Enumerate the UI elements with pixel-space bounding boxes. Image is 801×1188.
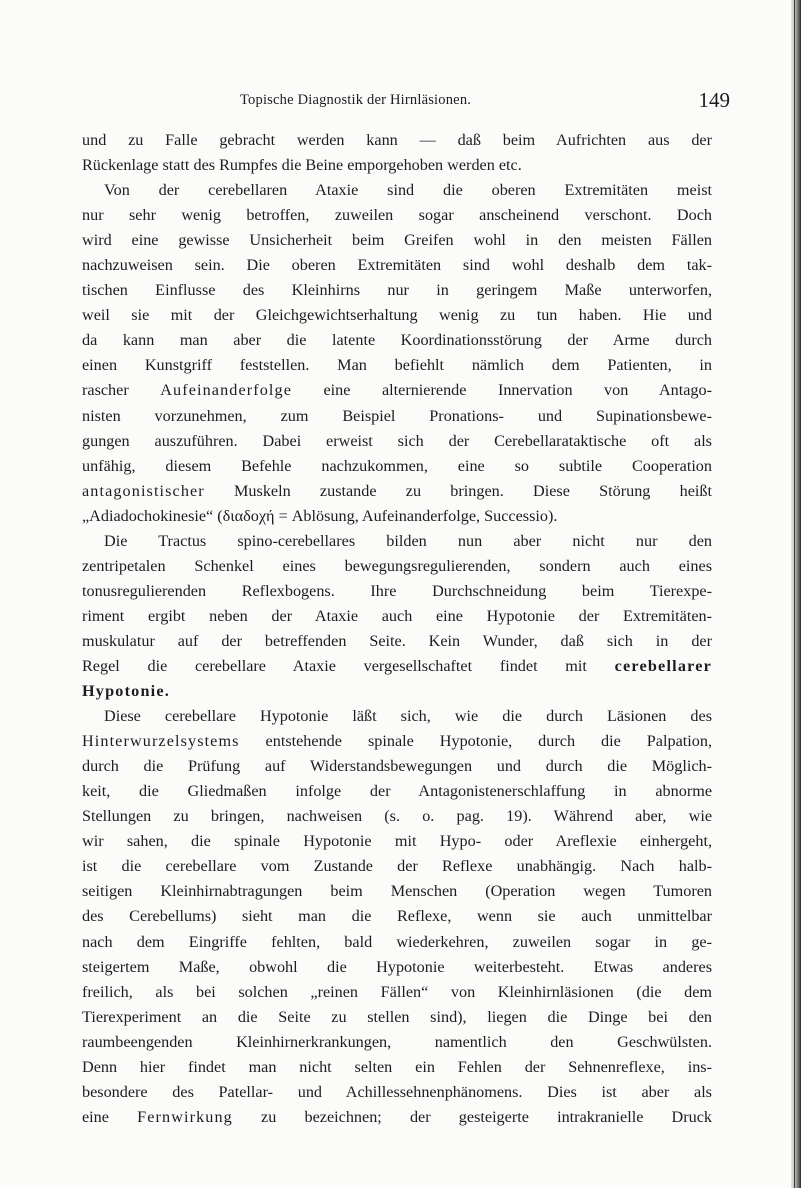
text-line: da kann man aber die latente Koordinationsstörung der Arme durch (82, 331, 712, 350)
text-line: und zu Falle gebracht werden kann — daß beim Aufrichten aus der (82, 131, 712, 149)
text-line: tischen Einflusse des Kleinhirns nur in geringem Maße unterworfen, (82, 281, 712, 300)
text-line: „Adiadochokinesie“ (διαδοχή = Ablösung, Aufeinanderfolge, Successio). (82, 506, 558, 525)
text-line: tonusregulierenden Reflexbogens. Ihre Durchschneidung beim Tierexpe- (82, 581, 712, 600)
text-line: Die Tractus spino-cerebellares bilden nun aber nicht nur den (104, 531, 712, 550)
text-line: ist die cerebellare vom Zustande der Reflexe unabhängig. Nach halb- (82, 857, 712, 876)
page-number: 149 (698, 88, 730, 112)
emphasized-text: Hinterwurzelsystems (82, 732, 240, 751)
emphasized-text: Hypotonie. (82, 682, 170, 701)
text-line: nisten vorzunehmen, zum Beispiel Pronations- und Supinationsbewe- (82, 406, 712, 425)
text-line (82, 679, 712, 704)
running-header (240, 88, 730, 114)
text-line: wir sahen, die spinale Hypotonie mit Hypo- oder Areflexie einhergeht, (82, 832, 712, 851)
emphasized-text: Fernwirkung (137, 1107, 233, 1126)
text-line: Regel die cerebellare Ataxie vergesellschaftet findet mit cerebellarer (82, 656, 712, 675)
text-line: einen Kunstgriff feststellen. Man befiehlt nämlich dem Patienten, in (82, 356, 712, 375)
text-line: nur sehr wenig betroffen, zuweilen sogar anscheinend verschont. Doch (82, 206, 712, 225)
text-line: antagonistischer Muskeln zustande zu bringen. Diese Störung heißt (82, 481, 712, 500)
text-line: des Cerebellums) sieht man die Reflexe, wenn sie auch unmittelbar (82, 907, 712, 926)
text-line: nach dem Eingriffe fehlten, bald wiederkehren, zuweilen sogar in ge- (82, 932, 712, 951)
text-line: muskulatur auf der betreffenden Seite. Kein Wunder, daß sich in der (82, 631, 712, 650)
emphasized-text: cerebellarer (614, 656, 712, 675)
text-line: Stellungen zu bringen, nachweisen (s. o. pag. 19). Während aber, wie (82, 807, 712, 826)
text-line: besondere des Patellar- und Achillessehnenphänomens. Dies ist aber als (82, 1082, 712, 1101)
text-line: Hinterwurzelsystems entstehende spinale Hypotonie, durch die Palpation, (82, 732, 712, 751)
text-line: raumbeengenden Kleinhirnerkrankungen, namentlich den Geschwülsten. (82, 1032, 712, 1051)
text-line: durch die Prüfung auf Widerstandsbewegungen und durch die Möglich- (82, 757, 712, 776)
text-line: Diese cerebellare Hypotonie läßt sich, wie die durch Läsionen des (104, 707, 712, 726)
page-edge-shadow (791, 0, 801, 1188)
emphasized-text: Aufeinanderfolge (160, 381, 292, 400)
text-line: rascher Aufeinanderfolge eine alternierende Innervation von Antago- (82, 381, 712, 400)
text-line: eine Fernwirkung zu bezeichnen; der gesteigerte intrakranielle Druck (82, 1107, 712, 1126)
text-line: steigertem Maße, obwohl die Hypotonie weiterbesteht. Etwas anderes (82, 957, 712, 976)
emphasized-text: antagonistischer (82, 481, 205, 500)
text-line: gungen auszuführen. Dabei erweist sich der Cerebellarataktische oft als (82, 431, 712, 450)
text-line: weil sie mit der Gleichgewichtserhaltung wenig zu tun haben. Hie und (82, 306, 712, 325)
text-line: seitigen Kleinhirnabtragungen beim Menschen (Operation wegen Tumoren (82, 882, 712, 901)
text-line: nachzuweisen sein. Die oberen Extremitäten sind wohl deshalb dem tak- (82, 256, 712, 275)
text-line: riment ergibt neben der Ataxie auch eine Hypotonie der Extremitäten- (82, 606, 712, 625)
text-line: Von der cerebellaren Ataxie sind die oberen Extremitäten meist (104, 181, 712, 200)
running-header-title: Topische Diagnostik der Hirnläsionen. (240, 92, 472, 108)
text-line: freilich, als bei solchen „reinen Fällen“ von Kleinhirnläsionen (die dem (82, 982, 712, 1001)
text-line: wird eine gewisse Unsicherheit beim Greifen wohl in den meisten Fällen (82, 231, 712, 250)
body-text (82, 128, 712, 1130)
text-line: keit, die Gliedmaßen infolge der Antagonistenerschlaffung in abnorme (82, 782, 712, 801)
text-line: Rückenlage statt des Rumpfes die Beine emporgehoben werden etc. (82, 156, 522, 175)
text-line: Tierexperiment an die Seite zu stellen sind), liegen die Dinge bei den (82, 1007, 712, 1026)
text-line: zentripetalen Schenkel eines bewegungsregulierenden, sondern auch eines (82, 556, 712, 575)
text-line: unfähig, diesem Befehle nachzukommen, eine so subtile Cooperation (82, 456, 712, 475)
text-line: Denn hier findet man nicht selten ein Fehlen der Sehnenreflexe, ins- (82, 1057, 712, 1076)
